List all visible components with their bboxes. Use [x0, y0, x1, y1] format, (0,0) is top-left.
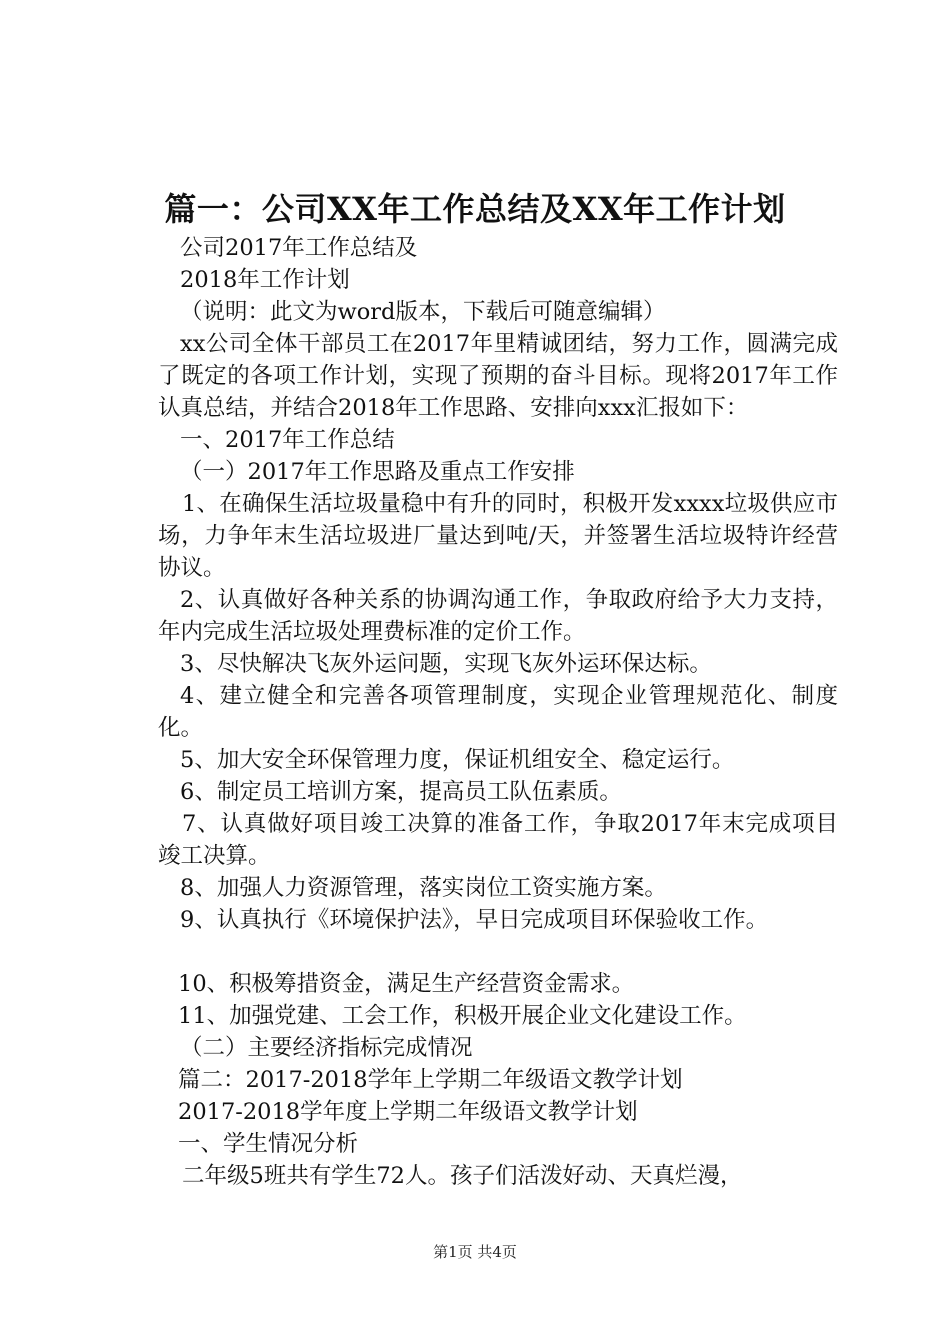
blank-line: [158, 936, 838, 968]
list-item-6: 6、制定员工培训方案，提高员工队伍素质。: [180, 779, 622, 805]
paragraph-note: （说明：此文为word版本，下载后可随意编辑）: [180, 299, 666, 325]
chapter-subtitle-2: 2017-2018学年度上学期二年级语文教学计划: [178, 1099, 638, 1125]
list-item-11: 11、加强党建、工会工作，积极开展企业文化建设工作。: [178, 1003, 747, 1029]
document-body: [158, 232, 838, 1192]
document-title: 篇一：公司XX年工作总结及XX年工作计划: [164, 190, 786, 228]
list-item-8: 8、加强人力资源管理，落实岗位工资实施方案。: [180, 875, 667, 901]
subsection-heading-2: （二）主要经济指标完成情况: [180, 1035, 473, 1061]
list-item-3: 3、尽快解决飞灰外运问题，实现飞灰外运环保达标。: [180, 651, 712, 677]
subsection-heading-1: （一）2017年工作思路及重点工作安排: [180, 459, 575, 485]
list-item-10: 10、积极筹措资金，满足生产经营资金需求。: [178, 971, 635, 997]
list-item-4: 4、建立健全和完善各项管理制度，实现企业管理规范化、制度化。: [158, 683, 838, 741]
page-footer: 第1页 共4页: [433, 1243, 517, 1261]
chapter-heading-2: 篇二：2017-2018学年上学期二年级语文教学计划: [178, 1067, 683, 1093]
paragraph-intro: xx公司全体干部员工在2017年里精诚团结，努力工作，圆满完成了既定的各项工作计划，实现了预期的奋斗目标。现将2017年工作认真总结，并结合2018年工作思路、安排向xxx汇报如下：: [158, 331, 838, 421]
list-item-7: 7、认真做好项目竣工决算的准备工作，争取2017年末完成项目竣工决算。: [158, 811, 838, 869]
paragraph-subtitle-line-1: 公司2017年工作总结及: [180, 235, 418, 261]
paragraph-subtitle-line-2: 2018年工作计划: [180, 267, 350, 293]
list-item-5: 5、加大安全环保管理力度，保证机组安全、稳定运行。: [180, 747, 735, 773]
list-item-1: 1、在确保生活垃圾量稳中有升的同时，积极开发xxxx垃圾供应市场，力争年末生活垃圾进厂量达到吨/天，并签署生活垃圾特许经营协议。: [158, 491, 838, 581]
paragraph-student-analysis: 二年级5班共有学生72人。孩子们活泼好动、天真烂漫，: [182, 1163, 743, 1189]
list-item-2: 2、认真做好各种关系的协调沟通工作，争取政府给予大力支持，年内完成生活垃圾处理费标准的定价工作。: [158, 587, 838, 645]
list-item-9: 9、认真执行《环境保护法》，早日完成项目环保验收工作。: [180, 907, 769, 933]
section-heading-student-analysis: 一、学生情况分析: [178, 1131, 359, 1157]
section-heading-1: 一、2017年工作总结: [180, 427, 395, 453]
